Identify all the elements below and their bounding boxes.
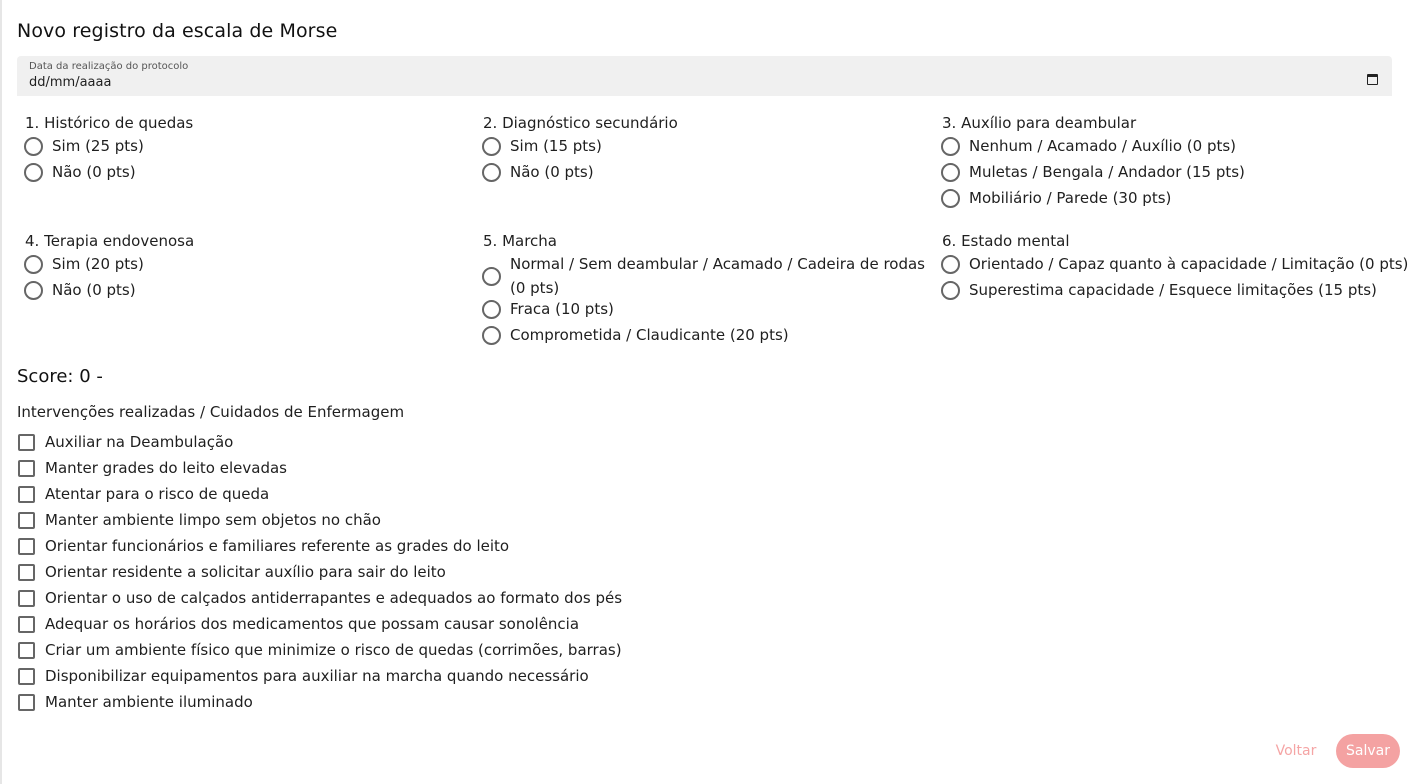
- radio-unchecked-icon[interactable]: [941, 255, 960, 274]
- radio-option-label: Sim (15 pts): [510, 137, 602, 155]
- checkbox-option[interactable]: [18, 611, 622, 637]
- checkbox-unchecked-icon[interactable]: [18, 642, 35, 659]
- radio-option-label: Normal / Sem deambular / Acamado / Cadeira de rodas (0 pts): [510, 255, 925, 297]
- calendar-icon[interactable]: [1367, 74, 1378, 85]
- checkbox-unchecked-icon[interactable]: [18, 486, 35, 503]
- left-edge-divider: [0, 0, 2, 784]
- radio-unchecked-icon[interactable]: [482, 300, 501, 319]
- radio-option[interactable]: [483, 326, 928, 352]
- back-button[interactable]: Voltar: [1275, 743, 1317, 759]
- date-field-label: Data da realização do protocolo: [29, 61, 189, 72]
- radio-option-label: Orientado / Capaz quanto à capacidade / Limitação (0 pts): [969, 255, 1408, 273]
- checkbox-option[interactable]: [18, 507, 622, 533]
- checkbox-option[interactable]: [18, 455, 622, 481]
- radio-unchecked-icon[interactable]: [24, 281, 43, 300]
- checkbox-label: Auxiliar na Deambulação: [45, 433, 234, 451]
- radio-option[interactable]: [483, 163, 923, 189]
- checkbox-unchecked-icon[interactable]: [18, 564, 35, 581]
- checkbox-label: Manter ambiente iluminado: [45, 693, 253, 711]
- radio-unchecked-icon[interactable]: [482, 137, 501, 156]
- checkbox-unchecked-icon[interactable]: [18, 460, 35, 477]
- interventions-title: Intervenções realizadas / Cuidados de Enfermagem: [17, 403, 405, 421]
- checkbox-option[interactable]: [18, 585, 622, 611]
- question-title: 3. Auxílio para deambular: [942, 114, 1137, 132]
- radio-option[interactable]: [942, 189, 1402, 215]
- checkbox-label: Disponibilizar equipamentos para auxiliar na marcha quando necessário: [45, 667, 589, 685]
- checkbox-label: Criar um ambiente físico que minimize o risco de quedas (corrimões, barras): [45, 641, 622, 659]
- checkbox-unchecked-icon[interactable]: [18, 668, 35, 685]
- page-title: Novo registro da escala de Morse: [17, 20, 338, 42]
- checkbox-unchecked-icon[interactable]: [18, 616, 35, 633]
- radio-unchecked-icon[interactable]: [941, 189, 960, 208]
- question-title: 2. Diagnóstico secundário: [483, 114, 678, 132]
- checkbox-option[interactable]: [18, 689, 622, 715]
- radio-option-label: Não (0 pts): [52, 163, 136, 181]
- radio-option-label: Muletas / Bengala / Andador (15 pts): [969, 163, 1245, 181]
- checkbox-label: Orientar o uso de calçados antiderrapantes e adequados ao formato dos pés: [45, 589, 623, 607]
- question-title: 5. Marcha: [483, 232, 557, 250]
- radio-option-label: Sim (20 pts): [52, 255, 144, 273]
- save-button[interactable]: Salvar: [1336, 734, 1400, 768]
- checkbox-option[interactable]: [18, 429, 622, 455]
- question-title: 6. Estado mental: [942, 232, 1070, 250]
- radio-option[interactable]: [942, 281, 1402, 307]
- radio-unchecked-icon[interactable]: [941, 163, 960, 182]
- checkbox-label: Manter grades do leito elevadas: [45, 459, 287, 477]
- date-field[interactable]: [17, 56, 1392, 96]
- radio-option[interactable]: [25, 163, 465, 189]
- checkbox-option[interactable]: [18, 637, 622, 663]
- radio-unchecked-icon[interactable]: [24, 163, 43, 182]
- radio-option-label: Não (0 pts): [52, 281, 136, 299]
- question-estado-mental: [942, 231, 1408, 307]
- radio-option-label: Sim (25 pts): [52, 137, 144, 155]
- radio-option-label: Mobiliário / Parede (30 pts): [969, 189, 1172, 207]
- score-text: Score: 0 -: [17, 366, 103, 387]
- checkbox-label: Orientar residente a solicitar auxílio para sair do leito: [45, 563, 446, 581]
- checkbox-unchecked-icon[interactable]: [18, 434, 35, 451]
- checkbox-unchecked-icon[interactable]: [18, 512, 35, 529]
- checkbox-label: Atentar para o risco de queda: [45, 485, 270, 503]
- question-terapia-endovenosa: [25, 231, 465, 307]
- question-auxilio-deambular: [942, 113, 1402, 215]
- checkbox-label: Adequar os horários dos medicamentos que possam causar sonolência: [45, 615, 580, 633]
- radio-unchecked-icon[interactable]: [482, 326, 501, 345]
- radio-unchecked-icon[interactable]: [24, 137, 43, 156]
- checkbox-unchecked-icon[interactable]: [18, 538, 35, 555]
- radio-option-label: Não (0 pts): [510, 163, 594, 181]
- checkbox-option[interactable]: [18, 559, 622, 585]
- radio-option[interactable]: [25, 281, 465, 307]
- question-diagnostico-secundario: [483, 113, 923, 189]
- question-title: 1. Histórico de quedas: [25, 114, 194, 132]
- question-title: 4. Terapia endovenosa: [25, 232, 195, 250]
- checkbox-label: Manter ambiente limpo sem objetos no chão: [45, 511, 381, 529]
- checkbox-option[interactable]: [18, 481, 622, 507]
- checkbox-unchecked-icon[interactable]: [18, 694, 35, 711]
- radio-unchecked-icon[interactable]: [941, 137, 960, 156]
- question-historico-quedas: [25, 113, 465, 189]
- checkbox-option[interactable]: [18, 663, 622, 689]
- checkbox-option[interactable]: [18, 533, 622, 559]
- checkbox-unchecked-icon[interactable]: [18, 590, 35, 607]
- radio-unchecked-icon[interactable]: [941, 281, 960, 300]
- radio-option-label: Superestima capacidade / Esquece limitações (15 pts): [969, 281, 1377, 299]
- checkbox-label: Orientar funcionários e familiares referente as grades do leito: [45, 537, 510, 555]
- radio-option-label: Fraca (10 pts): [510, 300, 614, 318]
- interventions-checklist: [18, 429, 622, 715]
- radio-unchecked-icon[interactable]: [482, 267, 501, 286]
- radio-option[interactable]: [483, 255, 928, 300]
- radio-unchecked-icon[interactable]: [24, 255, 43, 274]
- radio-unchecked-icon[interactable]: [482, 163, 501, 182]
- question-marcha: [483, 231, 928, 352]
- date-field-value[interactable]: dd/mm/aaaa: [29, 75, 112, 90]
- radio-option-label: Nenhum / Acamado / Auxílio (0 pts): [969, 137, 1237, 155]
- radio-option-label: Comprometida / Claudicante (20 pts): [510, 326, 789, 344]
